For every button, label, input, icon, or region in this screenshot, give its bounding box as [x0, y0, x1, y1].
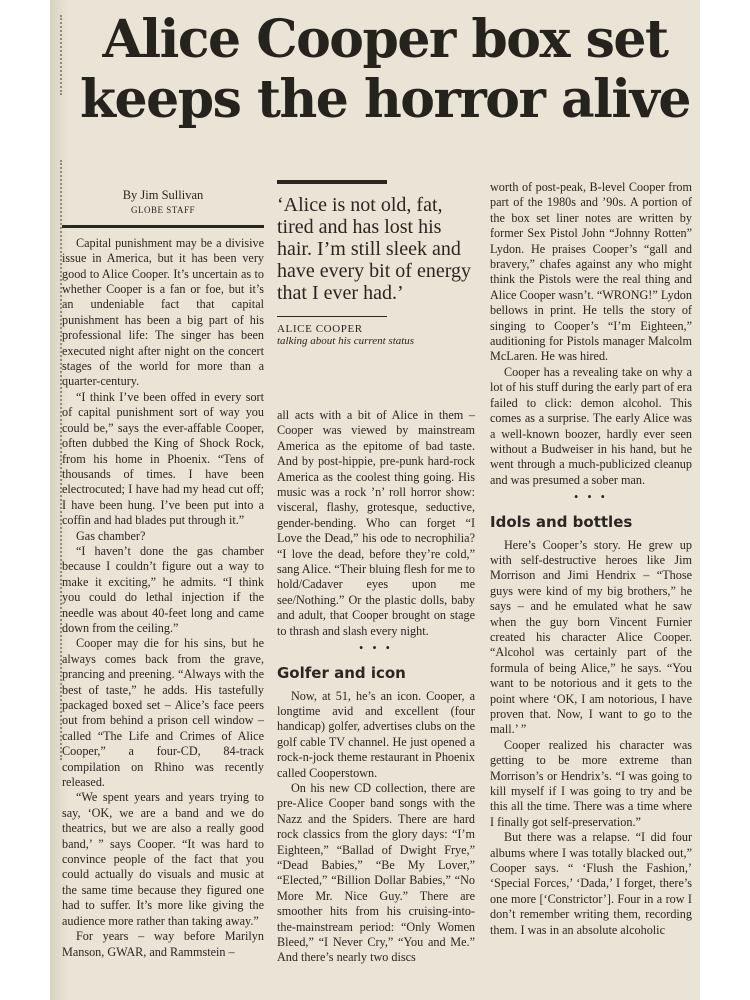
- headline-line-1: Alice Cooper box set: [102, 9, 668, 70]
- paragraph: “We spent years and years trying to say, ‘OK, we are a band and we do theatrics, but we are also a really good band,’ ” says Cooper. “It was hard to convince people of the fact that you could actually do visuals and music at the same time because they figured one had to suffer. It’s more like giving the audience more rather than taking away.”: [62, 790, 264, 928]
- paragraph: Here’s Cooper’s story. He grew up with self-destructive heroes like Jim Morrison and Jimi Hendrix – “Those guys were kind of my big brothers,” he says – and he emulated what he saw when the guy born Vincent Furnier created his character Alice Cooper. “Alcohol was certainly part of the formula of being Alice,” he says. “You want to be notorious and it gets to the point where ‘OK, I am notorious, I have proven that. Now, I want to go to the mall.’ ”: [490, 537, 692, 737]
- column-1: [62, 180, 264, 960]
- paragraph: Cooper has a revealing take on why a lot of his stuff during the early part of era failed to click: demon alcohol. This comes as a surprise. The early Alice was a well-known boozer, hardly ever seen without a Budweiser in his hand, but he went through a much-publicized cleanup and was presumed a sober man.: [490, 364, 692, 487]
- paragraph: But there was a relapse. “I did four albums where I was totally blacked out,” Cooper says. “ ‘Flush the Fashion,’ ‘Special Forces,’ ‘Dada,’ I forget, there’s one more [‘Constrictor’]. Four in a row I don’t remember writing them, recording them. I was in an absolute alcoholic: [490, 830, 692, 937]
- section-divider: • • •: [574, 490, 608, 505]
- subhead: Idols and bottles: [490, 512, 633, 531]
- paragraph: “I think I’ve been offed in every sort of capital punishment sort of way you could be,” says the ever-affable Cooper, often dubbed the King of Shock Rock, from his home in Phoenix. “Tens of thousands of times. I have been electrocuted; I have had my head cut off; I have been hung. I’ve been put into a coffin and had blades put through it.”: [62, 389, 264, 528]
- binding-holes: [60, 15, 68, 95]
- pull-quote-text: ‘Alice is not old, fat, tired and has lost his hair. I’m still sleek and have every bit of energy that I ever had.’: [277, 194, 471, 304]
- pull-quote-attribution: ALICE COOPER: [277, 323, 363, 335]
- section-divider: • • •: [359, 641, 393, 656]
- paragraph: worth of post-peak, B-level Cooper from part of the 1980s and ’90s. A portion of the box set liner notes are written by former Sex Pistol John “Johnny Rotten” Lydon. He praises Cooper’s “gall and bravery,” chafes against any who might think the Pistols were the real thing and Alice Cooper wasn’t. “WRONG!” Lydon bellows in print. He tells the story of singing to Cooper’s “I’m Eighteen,” auditioning for Pistols manager Malcolm McLaren. He was hired.: [490, 180, 692, 364]
- byline: [62, 188, 264, 219]
- paragraph: On his new CD collection, there are pre-Alice Cooper band songs with the Nazz and the Spiders. There are hard rock classics from the glory days: “I’m Eighteen,” “Ballad of Dwight Frye,” “Dead Babies,” “Be My Lover,” “Elected,” “Billion Dollar Babies,” “No More Mr. Nice Guy.” There are smoother hits from his cruising-into-the-mainstream period: “Only Women Bleed,” “I Never Cry,” “You and Me.” And there’s nearly two discs: [277, 780, 475, 965]
- paragraph: Capital punishment may be a divisive issue in America, but it has been very good to Alice Cooper. It’s uncertain as to whether Cooper is a fan or foe, but it’s an undeniable fact that capital punishment has been a big part of his professional life: The singer has been executed night after night on the concert stages of the world for more than a quarter-century.: [62, 235, 264, 389]
- paragraph: “I haven’t done the gas chamber because I couldn’t figure out a way to make it exciting,” he admits. “I think you could do lethal injection if the needle was about 40-feet long and came down from the ceiling.”: [62, 543, 264, 635]
- paragraph: all acts with a bit of Alice in them – Cooper was viewed by mainstream America as the epitome of bad taste. And by post-hippie, pre-punk hard-rock America as the coolest thing going. His music was a rock ’n’ roll horror show: visceral, flashy, grotesque, seductive, gender-bending. Who can forget “I Love the Dead,” his ode to necrophilia? “I love the dead, before they’re cold,” sang Alice. “Their bluing flesh for me to hold/Cadaver eyes upon me see/Nothing.” Or the plastic dolls, baby and adult, that Cooper brought on stage to thrash and slash every night.: [277, 408, 475, 638]
- byline-rule: [62, 225, 264, 228]
- paragraph: Gas chamber?: [76, 528, 146, 543]
- pull-quote-subtitle: talking about his current status: [277, 335, 415, 347]
- headline-line-2: keeps the horror alive: [80, 69, 690, 130]
- pull-quote-divider: [277, 316, 387, 317]
- pull-quote-rule: [277, 180, 387, 184]
- pull-quote: [277, 180, 475, 347]
- paragraph: Cooper may die for his sins, but he always comes back from the grave, prancing and preening. “Always with the best of taste,” he adds. His tastefully packaged boxed set – Alice’s face peers out from behind a prison cell window – called “The Life and Crimes of Alice Cooper,” a four-CD, 84-track compilation on Rhino was recently released.: [62, 636, 264, 790]
- column-3: [490, 180, 692, 938]
- byline-staff: GLOBE STAFF: [130, 205, 196, 216]
- column-2: [277, 408, 475, 966]
- paragraph: Now, at 51, he’s an icon. Cooper, a longtime avid and excellent (four handicap) golfer, advertises clubs on the golf cable TV channel. He just opened a rock-n-jock theme restaurant in Phoenix called Cooperstown.: [277, 688, 475, 780]
- headline: [70, 10, 700, 130]
- subhead: Golfer and icon: [277, 663, 406, 682]
- byline-name: By Jim Sullivan: [122, 188, 204, 202]
- paragraph: Cooper realized his character was getting to be more extreme than Morrison’s or Hendrix’s. “I was going to kill myself if I was going to try and be this all the time. There was a time where I finally got self-preservation.”: [490, 737, 692, 829]
- paragraph: For years – way before Marilyn Manson, GWAR, and Rammstein –: [62, 929, 264, 959]
